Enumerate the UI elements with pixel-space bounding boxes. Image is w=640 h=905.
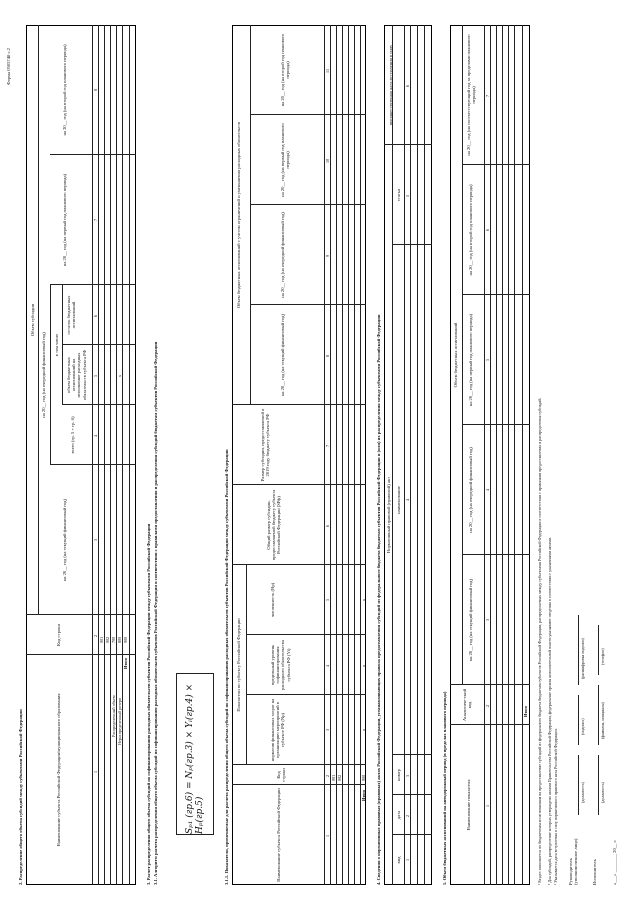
s3-num-6: 6	[325, 524, 330, 527]
s5-col-y4: на 20__ год (на второй год планового периода)	[468, 184, 473, 276]
form-reference: Форма 0505748 с.2	[6, 48, 11, 85]
s5-num-5: 5	[485, 358, 490, 361]
s2-col-reg: объем бюджетных ассигнований на исполнение расходных обязательств субъекта РФ	[66, 349, 87, 401]
s3-col-subsidy: Общий размер субсидии, предоставляемой бюджету субъекта Российской Федерации (SРф)	[266, 489, 282, 561]
footnote-2: ² Для субсидий, распределение которых утверждено актами Правительства Российской Федерации, федеральные органы исполнительной власти указывают сведения в соответствии с указанными актами.	[547, 537, 552, 885]
s2-code-900: 900	[123, 636, 128, 643]
signature-head-label: Руководитель (уполномоченное лицо)	[568, 838, 579, 885]
s4-num-5: 5	[405, 194, 410, 197]
s2-col-name: Наименование субъекта Российской Федерации/муниципального образования	[56, 693, 61, 847]
s2-col-year4: на 20__ год (на второй год планового периода)	[62, 44, 67, 136]
s5-num-6: 6	[485, 228, 490, 231]
section-2-title: 2. Распределение общего объема субсидий между субъектами Российской Федерации	[18, 709, 23, 885]
sig-position-caption: (должность)	[580, 782, 585, 803]
footnote-1: ¹ Раздел заполняется по бюджетным ассигнованиям на предоставление субсидий из федерального бюджета бюджетам субъектов Российской Федерации, распределяемых между субъектами Российской Федерации в соответствии с правилами предоставления и распределения субсидий.	[537, 397, 542, 885]
exec-fio-caption: (фамилия, инициалы)	[600, 702, 605, 739]
s2-row-reserve: Нераспределенный резерв	[117, 698, 122, 745]
s3-num-10: 10	[325, 158, 330, 163]
s3-col-norm: норматив финансовых затрат на организацию мероприятий в субъекте РФ (Nр)	[270, 698, 286, 762]
s3-num-5: 5	[325, 598, 330, 601]
s2-num-4: 4	[93, 434, 98, 437]
s4-col-group: Нормативный правовой (правовой) акт	[386, 476, 391, 554]
s5-col-y5: на 20__ год (на соответствующий год за пределами планового периода)	[466, 34, 477, 156]
s5-col-code: Аналитиче-ский код	[462, 688, 473, 722]
s2-col-group: Объем субсидии	[30, 303, 35, 337]
s3-num-4: 4	[325, 664, 330, 667]
s3-col-code: Код строки	[276, 768, 287, 782]
sig-sign-caption: (подпись)	[580, 718, 585, 735]
s5-row-total: Итого	[523, 705, 528, 717]
s2-code-001: 001	[99, 636, 104, 643]
s3-col-y4: на 20__ год (на второй год планового периода)	[280, 33, 291, 107]
s4-col-number: номер	[396, 769, 401, 781]
s5-col-y3: на 20__ год (на первый год планового периода)	[468, 313, 473, 407]
s3-col-y3: на 20__ год (на первый год планового периода)	[280, 123, 291, 197]
section-3-table	[232, 25, 366, 885]
s3-col-top: Объем бюджетных ассигнований с учетом ограничений и уменьшения расходных обязательств	[236, 121, 241, 309]
s4-num-1: 1	[405, 858, 410, 861]
s2-num-3: 3	[93, 538, 98, 541]
s4-num-3: 3	[405, 774, 410, 777]
s3-x-3: x	[361, 598, 366, 601]
s2-col-total: всего (гр. 5 + гр. 6)	[70, 416, 75, 454]
s2-num-7: 7	[93, 218, 98, 221]
section-5-title: 5. Объем бюджетных ассигнований на автодорожный период (в пределах планового периода)	[442, 691, 447, 885]
s2-num-1: 1	[93, 770, 98, 773]
s3-num-2: 2	[325, 774, 330, 777]
sig-decode-caption: (расшифровка подписи)	[580, 638, 585, 679]
s4-col-kind: вид	[396, 856, 401, 864]
s2-code-800: 800	[117, 636, 122, 643]
s2-num-5: 5	[93, 374, 98, 377]
s3-col-count: численность (Hр)	[270, 582, 275, 618]
s5-num-1: 1	[485, 804, 490, 807]
s3-row-total: Итого	[361, 789, 366, 801]
signature-exec-label: Исполнитель	[592, 859, 597, 885]
s2-code-002: 002	[105, 636, 110, 643]
s3-num-8: 8	[325, 354, 330, 357]
s2-col-year1: на 20__ год (на текущий финансовый год)	[62, 498, 67, 582]
s3-num-11: 11	[325, 68, 330, 73]
s5-num-7: 7	[485, 94, 490, 97]
s5-col-y2: на 20__ год (на очередной финансовый год)	[468, 447, 473, 533]
s2-row-total: Итого	[123, 657, 128, 669]
section-3-1-title: 3.1. Алгоритм расчета распределения общего объема субсидий по софинансированию расходных обязательств субъектов Российской Федерации в соответствии с правилами предоставления и распределения субсидий бюджетам субъектов Российской Федерации	[153, 341, 158, 885]
s3-code-900: 900	[361, 774, 366, 781]
s4-col-article: статья	[396, 188, 401, 202]
s5-col-group: Объем бюджетных ассигнований	[453, 322, 458, 388]
s4-col-status: предшествующая дата вступления в силу	[388, 44, 393, 126]
s5-num-2: 2	[485, 704, 490, 707]
s2-col-rest: остаток бюджетных ассигнований	[66, 295, 77, 335]
s3-col-subsidy-2019: Размер субсидии, предоставляемой в 2019 году бюджету субъекта РФ	[260, 408, 271, 482]
s2-x-mark: x	[117, 374, 122, 377]
allocation-formula: Sₚ₁ (гр.6) = Nₚ(гр.3) × Yᵢ(гр.4) × Hₚ(гр.5)	[176, 673, 214, 835]
s4-num-6: 6	[405, 84, 410, 87]
s3-col-name: Наименование субъекта Российской Федерации	[276, 788, 281, 882]
s2-col-year3: на 20__ год (на первый год планового периода)	[62, 173, 67, 267]
section-3-1-1-title: 3.1.1. Показатели, применяемые для расчета распределения общего объема субсидий по софинансированию расходных обязательств субъектов Российской Федерации между субъектами Российской Федерации	[224, 449, 229, 885]
s3-num-7: 7	[325, 444, 330, 447]
s4-num-2: 2	[405, 814, 410, 817]
s2-num-2: 2	[93, 634, 98, 637]
signature-date: «___» ________ 20__ г.	[612, 839, 617, 885]
s3-col-y1: на 20__ год (на текущий финансовый год)	[280, 313, 285, 397]
s4-col-date: дата	[396, 810, 401, 820]
s5-col-name: Наименование показателя	[466, 779, 471, 831]
s2-code-700: 700	[111, 636, 116, 643]
s5-num-3: 3	[485, 618, 490, 621]
footnote-3: ³ Указывается дата вступления в силу нормативного правового акта Российской Федерации.	[553, 728, 558, 885]
s2-col-incl: в том числе	[54, 333, 59, 357]
s3-col-level: предельный уровень софинансирования расходного обязательства субъекта РФ (Yi)	[270, 640, 291, 690]
s3-x-2: x	[361, 664, 366, 667]
section-4-title: 4. Сведения о нормативных правовых (правовых) актах Российской Федерации, устанавливающих правила предоставления субсидий из федерального бюджета бюджетам субъектов Российской Федерации и (или) их распределения между субъектами Российской Федерации	[376, 314, 381, 885]
s3-code-001: 001	[331, 774, 336, 781]
s3-num-1: 1	[325, 834, 330, 837]
s4-col-name: наименование	[396, 486, 401, 514]
s5-num-4: 4	[485, 488, 490, 491]
s3-col-group: Показатели по субъекту Российской Федерации	[236, 618, 241, 712]
s5-col-y1: на 20__ год (на текущий финансовый год)	[468, 578, 473, 662]
s2-col-code: Код строки	[56, 624, 61, 646]
s3-code-002: 002	[337, 774, 342, 781]
s2-row-distributed: Распределенный объем	[111, 695, 116, 737]
s4-num-4: 4	[405, 498, 410, 501]
s3-col-y2: на 20__ год (на очередной финансовый год)	[280, 212, 285, 298]
s2-num-6: 6	[93, 314, 98, 317]
s3-num-9: 9	[325, 254, 330, 257]
s2-col-year2: на 20__ год (на очередной финансовый год)	[41, 332, 46, 418]
exec-position-caption: (должность)	[600, 782, 605, 803]
s3-num-3: 3	[325, 728, 330, 731]
section-3-title: 3. Расчет распределения общего объема субсидий по софинансированию расходных обязательств субъектов Российской Федерации между субъектами Российской Федерации	[146, 523, 151, 885]
exec-phone-caption: (телефон)	[600, 648, 605, 665]
s3-x-1: x	[361, 728, 366, 731]
s2-num-8: 8	[93, 88, 98, 91]
